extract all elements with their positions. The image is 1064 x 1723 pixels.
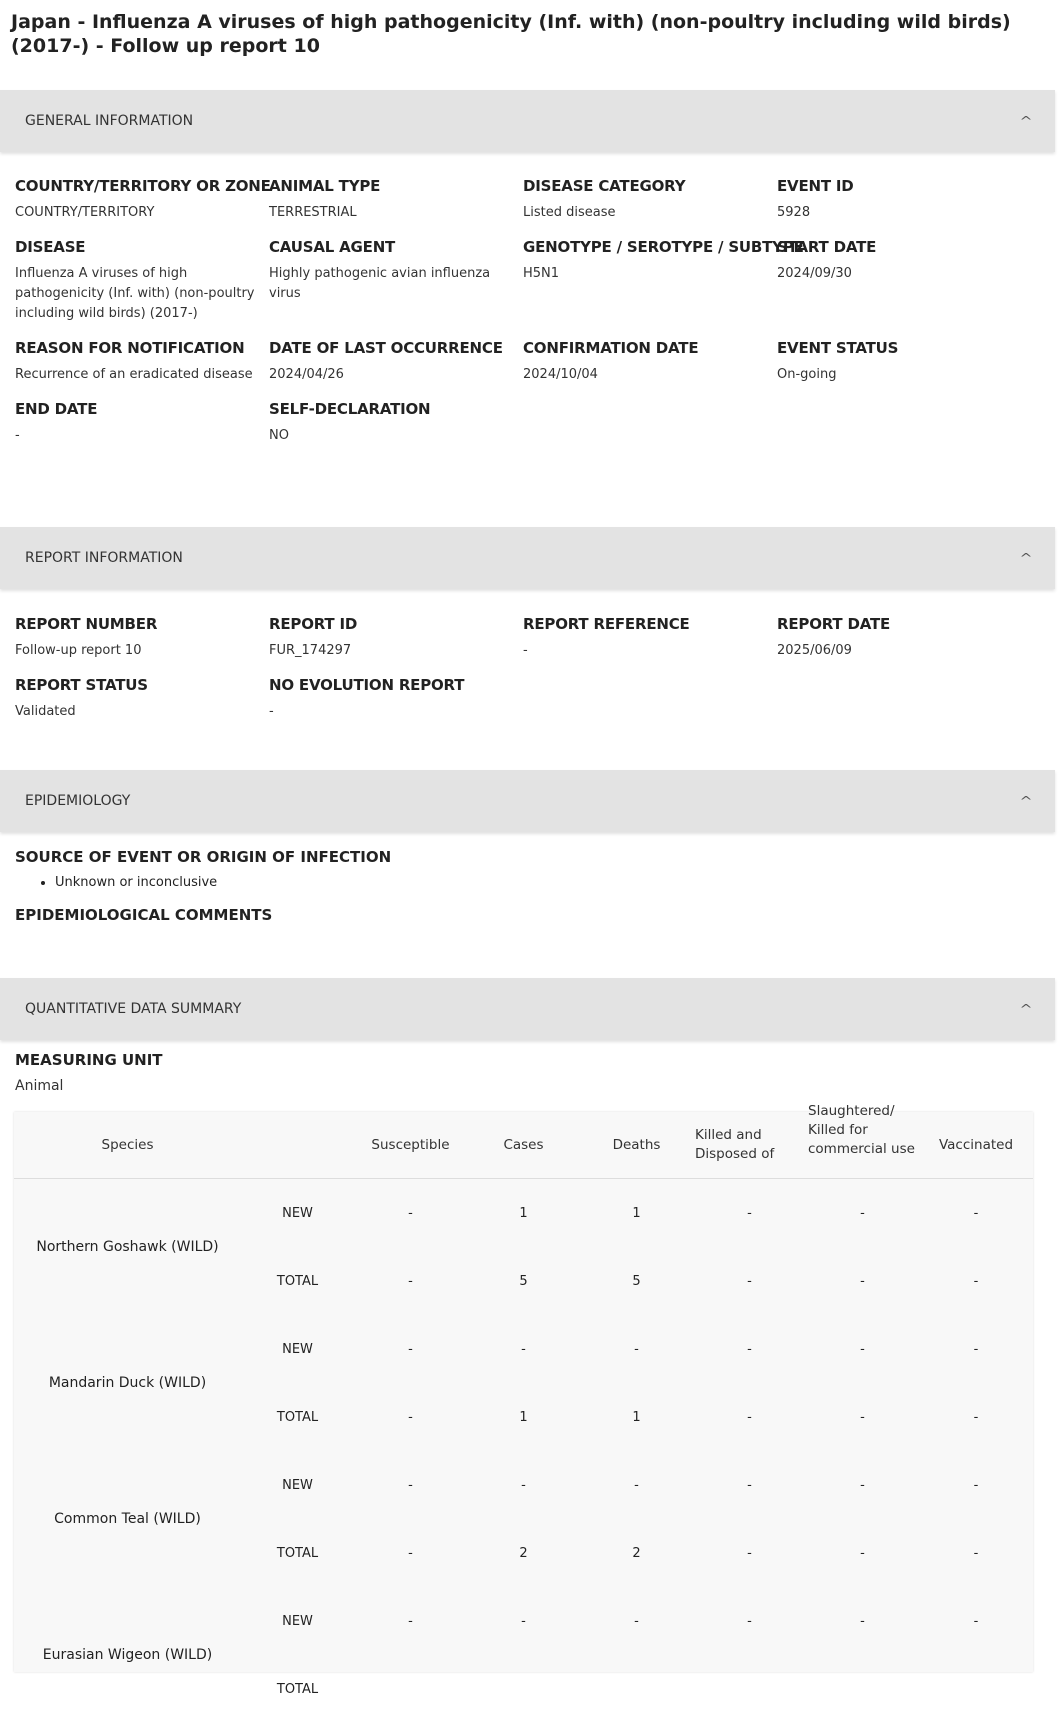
table-cell: - [408,1341,413,1357]
table-cell: 2 [519,1545,528,1561]
table-cell: - [408,1205,413,1221]
table-cell: 1 [632,1409,641,1425]
field-animal-type [269,176,523,223]
table-cell: - [860,1205,865,1221]
field-label: SELF-DECLARATION [269,400,431,418]
table-cell: - [973,1273,979,1289]
field-report-id [269,614,523,661]
table-cell: - [973,1477,979,1493]
total-label: TOTAL [276,1681,319,1697]
table-cell: - [408,1613,413,1629]
section-title: QUANTITATIVE DATA SUMMARY [25,1001,242,1017]
field-end-date [15,399,269,446]
table-row [14,1179,1033,1248]
chevron-up-icon[interactable]: ^ [1019,794,1033,808]
field-date-of-last-occurrence [269,338,523,385]
table-cell: 5 [519,1273,528,1289]
col-deaths[interactable]: Deaths [580,1112,693,1179]
field-label: CONFIRMATION DATE [523,339,699,357]
table-cell: - [634,1341,639,1357]
section-title: EPIDEMIOLOGY [25,793,131,809]
field-self-declaration [269,399,523,446]
field-event-status [777,338,1031,385]
field-country-territory-or-zone [15,176,269,223]
total-label: TOTAL [276,1273,319,1289]
field-label: CAUSAL AGENT [269,238,396,256]
table-cell [919,1655,1033,1723]
field-label: DISEASE [15,238,86,256]
field-no-evolution-report [269,675,523,722]
quantitative-data-summary-header[interactable] [0,978,1055,1040]
table-cell: - [860,1477,865,1493]
field-value: 5928 [777,205,811,220]
table-cell: - [747,1205,752,1221]
table-cell: 1 [519,1409,528,1425]
new-label: NEW [282,1477,313,1493]
table-row [14,1451,1033,1519]
field-value: TERRESTRIAL [269,205,357,220]
table-cell: - [860,1341,865,1357]
field-value: - [15,428,20,443]
table-cell: - [521,1477,526,1493]
table-cell: - [973,1409,979,1425]
field-confirmation-date [523,338,777,385]
table-cell: - [973,1545,979,1561]
table-cell [806,1655,919,1723]
table-cell [354,1655,467,1723]
species-cell: Mandarin Duck (WILD) [48,1375,207,1391]
table-cell: - [747,1341,752,1357]
field-report-date [777,614,1031,661]
field-value: FUR_174297 [269,643,352,658]
total-label: TOTAL [276,1409,319,1425]
chevron-up-icon[interactable]: ^ [1019,114,1033,128]
table-cell: - [747,1545,752,1561]
field-label: EVENT ID [777,177,854,195]
table-cell [693,1655,806,1723]
field-disease-category [523,176,777,223]
field-label: DISEASE CATEGORY [523,177,686,195]
section-title: REPORT INFORMATION [25,550,183,566]
table-cell: - [634,1477,639,1493]
table-cell: - [408,1273,413,1289]
table-cell: 5 [632,1273,641,1289]
field-value: Validated [15,704,76,719]
measuring-unit-value: Animal [15,1078,64,1094]
field-label: DATE OF LAST OCCURRENCE [269,339,503,357]
field-label: END DATE [15,400,98,418]
field-label: NO EVOLUTION REPORT [269,676,465,694]
field-label: EVENT STATUS [777,339,899,357]
table-cell: - [747,1477,752,1493]
table-cell: 1 [632,1205,641,1221]
field-label: GENOTYPE / SEROTYPE / SUBTYPE [523,238,804,256]
field-disease [15,237,269,324]
table-cell: - [973,1205,979,1221]
table-cell: - [408,1545,413,1561]
table-cell [467,1655,580,1723]
col-susceptible[interactable]: Susceptible [354,1112,467,1179]
field-value: 2024/09/30 [777,266,852,281]
table-cell: - [408,1477,413,1493]
total-label: TOTAL [276,1545,319,1561]
field-value: Recurrence of an eradicated disease [15,367,253,382]
report-information-header[interactable] [0,527,1055,589]
field-value: NO [269,428,289,443]
species-cell: Eurasian Wigeon (WILD) [42,1647,213,1663]
new-label: NEW [282,1341,313,1357]
chevron-up-icon[interactable]: ^ [1019,551,1033,565]
species-cell: Common Teal (WILD) [54,1511,201,1527]
field-label: START DATE [777,238,877,256]
field-report-status [15,675,269,722]
source-of-event-label: SOURCE OF EVENT OR ORIGIN OF INFECTION [15,848,392,866]
col-cases[interactable]: Cases [467,1112,580,1179]
field-label: REPORT DATE [777,615,891,633]
field-label: REPORT STATUS [15,676,148,694]
epidemiology-header[interactable] [0,770,1055,832]
field-value: H5N1 [523,266,560,281]
table-cell: - [860,1409,865,1425]
col-killed-disposed[interactable]: Killed and Disposed of [693,1112,806,1179]
table-row [14,1587,1033,1655]
col-slaughtered[interactable]: Slaughtered/ Killed for commercial use [806,1112,919,1179]
field-label: REPORT NUMBER [15,615,158,633]
table-cell: - [521,1613,526,1629]
measuring-unit-label: MEASURING UNIT [15,1051,163,1069]
field-label: COUNTRY/TERRITORY OR ZONE [15,177,271,195]
new-label: NEW [282,1613,313,1629]
field-label: REPORT REFERENCE [523,615,690,633]
field-value: COUNTRY/TERRITORY [15,205,155,220]
field-value: Highly pathogenic avian influenza virus [269,266,491,301]
field-event-id [777,176,1031,223]
col-kind [241,1112,354,1179]
field-label: REASON FOR NOTIFICATION [15,339,245,357]
field-genotype-serotype-subtype [523,237,804,324]
field-report-reference [523,614,777,661]
col-species[interactable]: Species [14,1112,241,1179]
epidemiological-comments-label: EPIDEMIOLOGICAL COMMENTS [15,906,273,924]
new-label: NEW [282,1205,313,1221]
field-value: - [523,643,528,658]
section-title: GENERAL INFORMATION [25,113,194,129]
quantitative-table [14,1103,1033,1697]
table-cell: - [408,1409,413,1425]
table-cell: - [860,1545,865,1561]
field-label: REPORT ID [269,615,358,633]
field-label: ANIMAL TYPE [269,177,381,195]
table-cell: - [860,1273,865,1289]
table-cell: 1 [519,1205,528,1221]
field-value: 2025/06/09 [777,643,852,658]
field-reason-for-notification [15,338,269,385]
list-item: • Unknown or inconclusive [55,873,1040,893]
general-information-header[interactable] [0,90,1055,152]
page-title: Japan - Influenza A viruses of high pathogenicity (Inf. with) (non-poultry including wild birds) (2017-) - Follow up report 10 [11,11,1011,57]
table-cell: - [634,1613,639,1629]
chevron-up-icon[interactable]: ^ [1019,1002,1033,1016]
col-vaccinated[interactable]: Vaccinated [919,1112,1033,1179]
table-cell: - [860,1613,865,1629]
table-cell: - [521,1341,526,1357]
table-header-row [14,1112,1033,1179]
table-cell: - [973,1613,979,1629]
field-report-number [15,614,269,661]
table-cell [580,1655,693,1723]
source-list [0,873,1040,893]
table-row [14,1315,1033,1383]
table-cell: 2 [632,1545,641,1561]
field-causal-agent [269,237,523,324]
table-cell: - [747,1273,752,1289]
field-value: On-going [777,367,837,382]
table-cell: - [747,1613,752,1629]
field-value: Follow-up report 10 [15,643,142,658]
field-value: Influenza A viruses of high pathogenicity (Inf. with) (non-poultry including wild birds) (2017-) [15,266,255,321]
field-start-date [777,237,1031,324]
field-value: Listed disease [523,205,616,220]
field-value: 2024/10/04 [523,367,598,382]
field-value: 2024/04/26 [269,367,344,382]
species-cell: Northern Goshawk (WILD) [36,1239,219,1255]
table-cell: - [747,1409,752,1425]
field-value: - [269,704,274,719]
table-cell: - [973,1341,979,1357]
